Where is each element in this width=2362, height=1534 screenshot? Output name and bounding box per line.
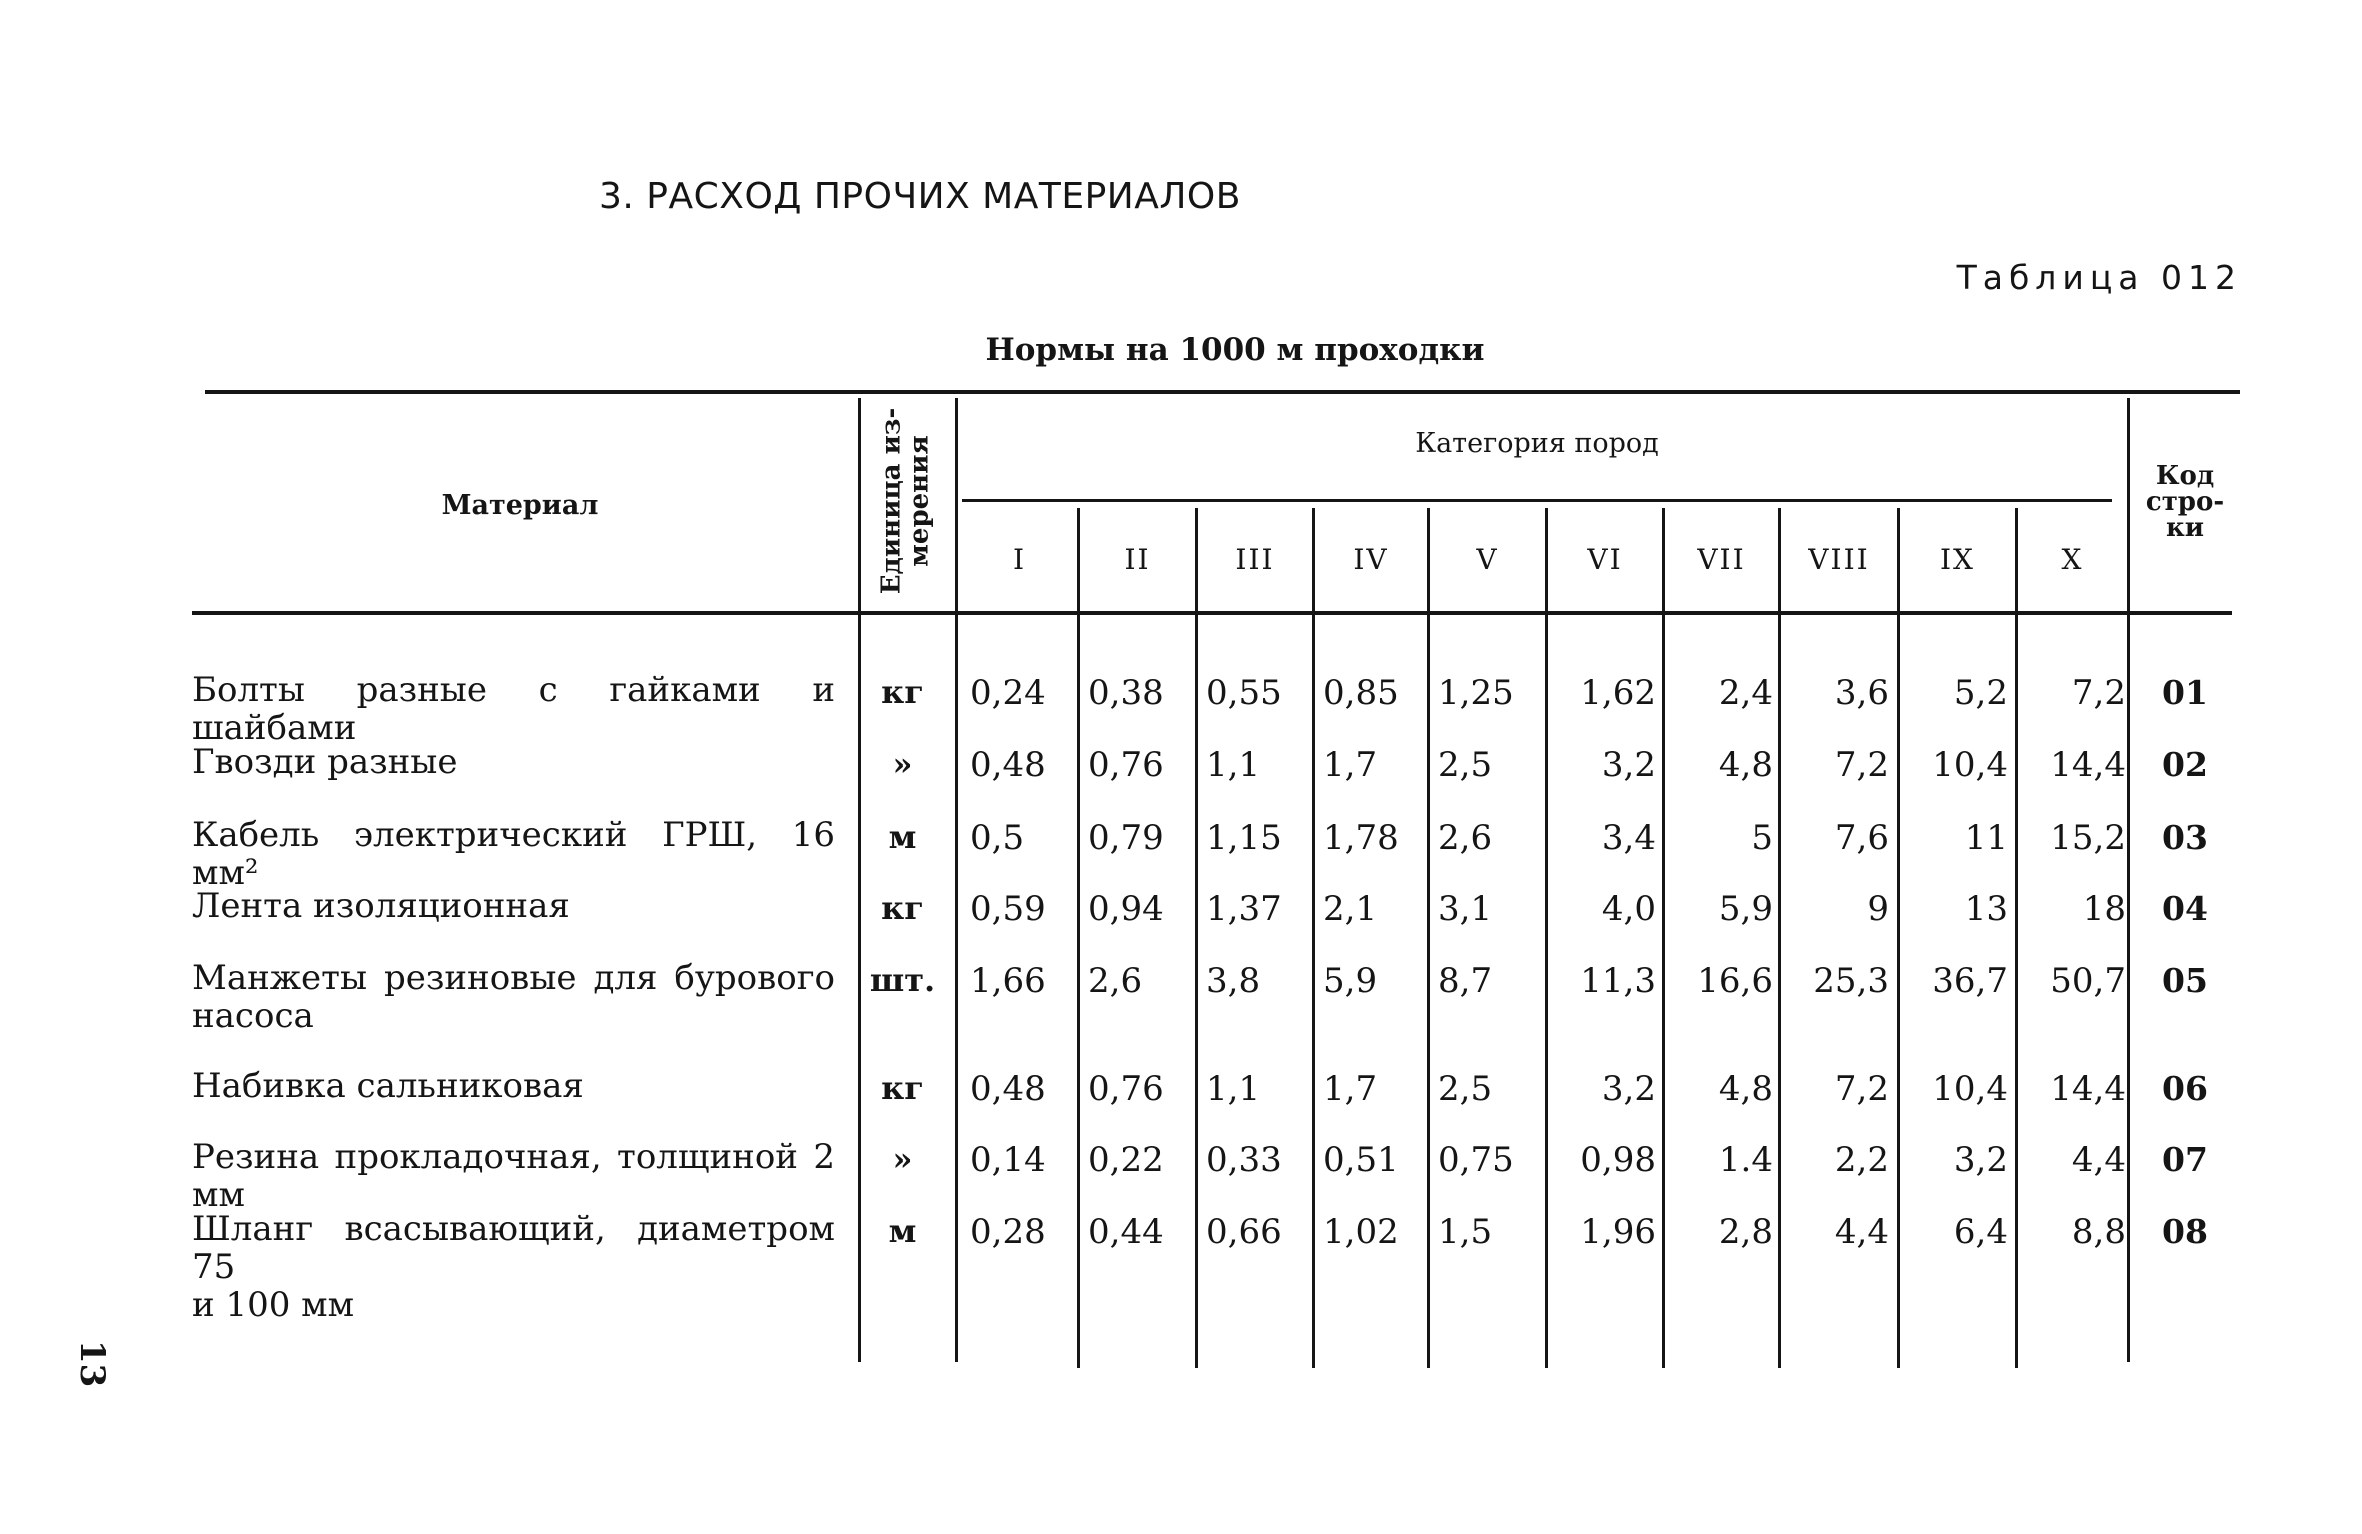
value-cell: 1,15 xyxy=(1206,818,1282,858)
value-cell: 10,4 xyxy=(1932,1069,2008,1109)
material-cell xyxy=(192,959,835,1035)
material-cell: Лента изоляционная xyxy=(192,886,570,926)
value-cell: 4,8 xyxy=(1718,745,1773,785)
category-header-10: X xyxy=(2061,543,2084,576)
column-divider xyxy=(1778,508,1781,1368)
value-cell: 6,4 xyxy=(1953,1212,2008,1252)
column-divider xyxy=(1312,508,1315,1368)
value-cell: 0,14 xyxy=(970,1140,1046,1180)
column-divider xyxy=(1662,508,1665,1368)
value-cell: 8,7 xyxy=(1438,961,1493,1001)
table-subtitle: Нормы на 1000 м проходки xyxy=(985,332,1485,368)
unit-cell: кг xyxy=(881,889,924,927)
value-cell: 8,8 xyxy=(2071,1212,2126,1252)
value-cell: 0,22 xyxy=(1088,1140,1164,1180)
value-cell: 0,59 xyxy=(970,889,1046,929)
value-cell: 50,7 xyxy=(2050,961,2126,1001)
value-cell: 10,4 xyxy=(1932,745,2008,785)
material-cell: Гвозди разные xyxy=(192,742,458,782)
row-code-cell: 04 xyxy=(2162,889,2208,928)
row-code-cell: 02 xyxy=(2162,745,2208,784)
column-divider xyxy=(1195,508,1198,1368)
value-cell: 3,2 xyxy=(1601,1069,1656,1109)
category-header-9: IX xyxy=(1940,543,1975,576)
unit-cell: шт. xyxy=(869,961,936,999)
value-cell: 2,4 xyxy=(1718,673,1773,713)
row-code-cell: 08 xyxy=(2162,1212,2208,1251)
value-cell: 16,6 xyxy=(1697,961,1773,1001)
category-header-6: VI xyxy=(1587,543,1623,576)
unit-cell: м xyxy=(888,1212,917,1250)
table-top-rule xyxy=(205,390,2240,394)
material-cell: Резина прокладочная, толщиной 2 мм xyxy=(192,1137,835,1215)
value-cell: 1,96 xyxy=(1580,1212,1656,1252)
material-line2: и 100 мм xyxy=(192,1285,355,1325)
unit-cell: м xyxy=(888,818,917,856)
material-line1: Манжеты резиновые для бурового xyxy=(192,958,835,998)
value-cell: 0,66 xyxy=(1206,1212,1282,1252)
column-divider xyxy=(1427,508,1430,1368)
value-cell: 0,48 xyxy=(970,745,1046,785)
value-cell: 0,5 xyxy=(970,818,1025,858)
value-cell: 13 xyxy=(1964,889,2008,929)
material-line1: Шланг всасывающий, диаметром 75 xyxy=(192,1209,835,1287)
value-cell: 0,76 xyxy=(1088,745,1164,785)
row-code-cell: 01 xyxy=(2162,673,2208,712)
category-header-7: VII xyxy=(1697,543,1746,576)
value-cell: 25,3 xyxy=(1813,961,1889,1001)
value-cell: 0,44 xyxy=(1088,1212,1164,1252)
table-label: Таблица 012 xyxy=(1956,258,2242,297)
value-cell: 2,8 xyxy=(1718,1212,1773,1252)
value-cell: 0,85 xyxy=(1323,673,1399,713)
category-header-5: V xyxy=(1476,543,1499,576)
row-code-cell: 07 xyxy=(2162,1140,2208,1179)
header-unit xyxy=(872,398,938,604)
column-divider xyxy=(1077,508,1080,1368)
value-cell: 1,1 xyxy=(1206,1069,1261,1109)
unit-cell: кг xyxy=(881,1069,924,1107)
material-line2: насоса xyxy=(192,996,314,1036)
unit-cell: кг xyxy=(881,673,924,711)
value-cell: 9 xyxy=(1867,889,1889,929)
value-cell: 0,76 xyxy=(1088,1069,1164,1109)
value-cell: 0,48 xyxy=(970,1069,1046,1109)
value-cell: 3,2 xyxy=(1953,1140,2008,1180)
value-cell: 11 xyxy=(1964,818,2008,858)
value-cell: 3,4 xyxy=(1601,818,1656,858)
category-header-4: IV xyxy=(1353,543,1389,576)
category-header-8: VIII xyxy=(1808,543,1870,576)
row-code-cell: 06 xyxy=(2162,1069,2208,1108)
header-unit-line2: мерения xyxy=(904,435,934,567)
header-unit-line1: Единица из- xyxy=(876,407,906,595)
value-cell: 7,2 xyxy=(2071,673,2126,713)
value-cell: 7,2 xyxy=(1834,745,1889,785)
value-cell: 1,66 xyxy=(970,961,1046,1001)
value-cell: 0,24 xyxy=(970,673,1046,713)
value-cell: 0,94 xyxy=(1088,889,1164,929)
value-cell: 3,2 xyxy=(1601,745,1656,785)
value-cell: 15,2 xyxy=(2050,818,2126,858)
column-divider xyxy=(955,398,958,1362)
value-cell: 1,37 xyxy=(1206,889,1282,929)
value-cell: 3,1 xyxy=(1438,889,1493,929)
material-cell xyxy=(192,1210,835,1324)
value-cell: 2,6 xyxy=(1088,961,1143,1001)
column-divider xyxy=(2015,508,2018,1368)
header-code: Код стро- ки xyxy=(2145,461,2225,543)
material-cell: Набивка сальниковая xyxy=(192,1066,584,1106)
value-cell: 2,6 xyxy=(1438,818,1493,858)
column-divider xyxy=(858,398,861,1362)
category-header-1: I xyxy=(1012,543,1027,576)
unit-cell: » xyxy=(892,1140,913,1178)
row-code-cell: 05 xyxy=(2162,961,2208,1000)
value-cell: 5 xyxy=(1751,818,1773,858)
value-cell: 2,5 xyxy=(1438,745,1493,785)
value-cell: 1,25 xyxy=(1438,673,1514,713)
value-cell: 0,38 xyxy=(1088,673,1164,713)
value-cell: 0,51 xyxy=(1323,1140,1399,1180)
value-cell: 0,33 xyxy=(1206,1140,1282,1180)
value-cell: 14,4 xyxy=(2050,745,2126,785)
column-divider xyxy=(1545,508,1548,1368)
header-material: Материал xyxy=(441,490,599,521)
value-cell: 18 xyxy=(2082,889,2126,929)
value-cell: 2,5 xyxy=(1438,1069,1493,1109)
value-cell: 7,2 xyxy=(1834,1069,1889,1109)
value-cell: 1,62 xyxy=(1580,673,1656,713)
column-divider xyxy=(1897,508,1900,1368)
unit-cell: » xyxy=(892,745,913,783)
value-cell: 7,6 xyxy=(1834,818,1889,858)
value-cell: 1.4 xyxy=(1718,1140,1773,1180)
table-header-rule xyxy=(192,611,2232,615)
value-cell: 4,8 xyxy=(1718,1069,1773,1109)
value-cell: 0,55 xyxy=(1206,673,1282,713)
row-code-cell: 03 xyxy=(2162,818,2208,857)
value-cell: 2,2 xyxy=(1834,1140,1889,1180)
value-cell: 1,5 xyxy=(1438,1212,1493,1252)
category-header-3: III xyxy=(1235,543,1275,576)
category-header-2: II xyxy=(1124,543,1151,576)
value-cell: 5,9 xyxy=(1718,889,1773,929)
value-cell: 11,3 xyxy=(1580,961,1656,1001)
value-cell: 36,7 xyxy=(1932,961,2008,1001)
value-cell: 2,1 xyxy=(1323,889,1378,929)
page-number: 13 xyxy=(72,1340,112,1388)
value-cell: 5,2 xyxy=(1953,673,2008,713)
value-cell: 4,4 xyxy=(2071,1140,2126,1180)
value-cell: 5,9 xyxy=(1323,961,1378,1001)
header-category: Категория пород xyxy=(1415,428,1659,459)
value-cell: 3,6 xyxy=(1834,673,1889,713)
category-header-rule xyxy=(962,499,2112,502)
material-cell: Болты разные с гайками и шайбами xyxy=(192,670,835,748)
value-cell: 3,8 xyxy=(1206,961,1261,1001)
value-cell: 1,1 xyxy=(1206,745,1261,785)
value-cell: 4,4 xyxy=(1834,1212,1889,1252)
value-cell: 0,28 xyxy=(970,1212,1046,1252)
value-cell: 4,0 xyxy=(1601,889,1656,929)
value-cell: 1,02 xyxy=(1323,1212,1399,1252)
value-cell: 0,98 xyxy=(1580,1140,1656,1180)
section-title: 3. РАСХОД ПРОЧИХ МАТЕРИАЛОВ xyxy=(599,176,1241,217)
value-cell: 1,78 xyxy=(1323,818,1399,858)
material-cell: Кабель электрический ГРШ, 16 мм² xyxy=(192,815,835,893)
value-cell: 1,7 xyxy=(1323,1069,1378,1109)
value-cell: 1,7 xyxy=(1323,745,1378,785)
value-cell: 14,4 xyxy=(2050,1069,2126,1109)
value-cell: 0,79 xyxy=(1088,818,1164,858)
value-cell: 0,75 xyxy=(1438,1140,1514,1180)
